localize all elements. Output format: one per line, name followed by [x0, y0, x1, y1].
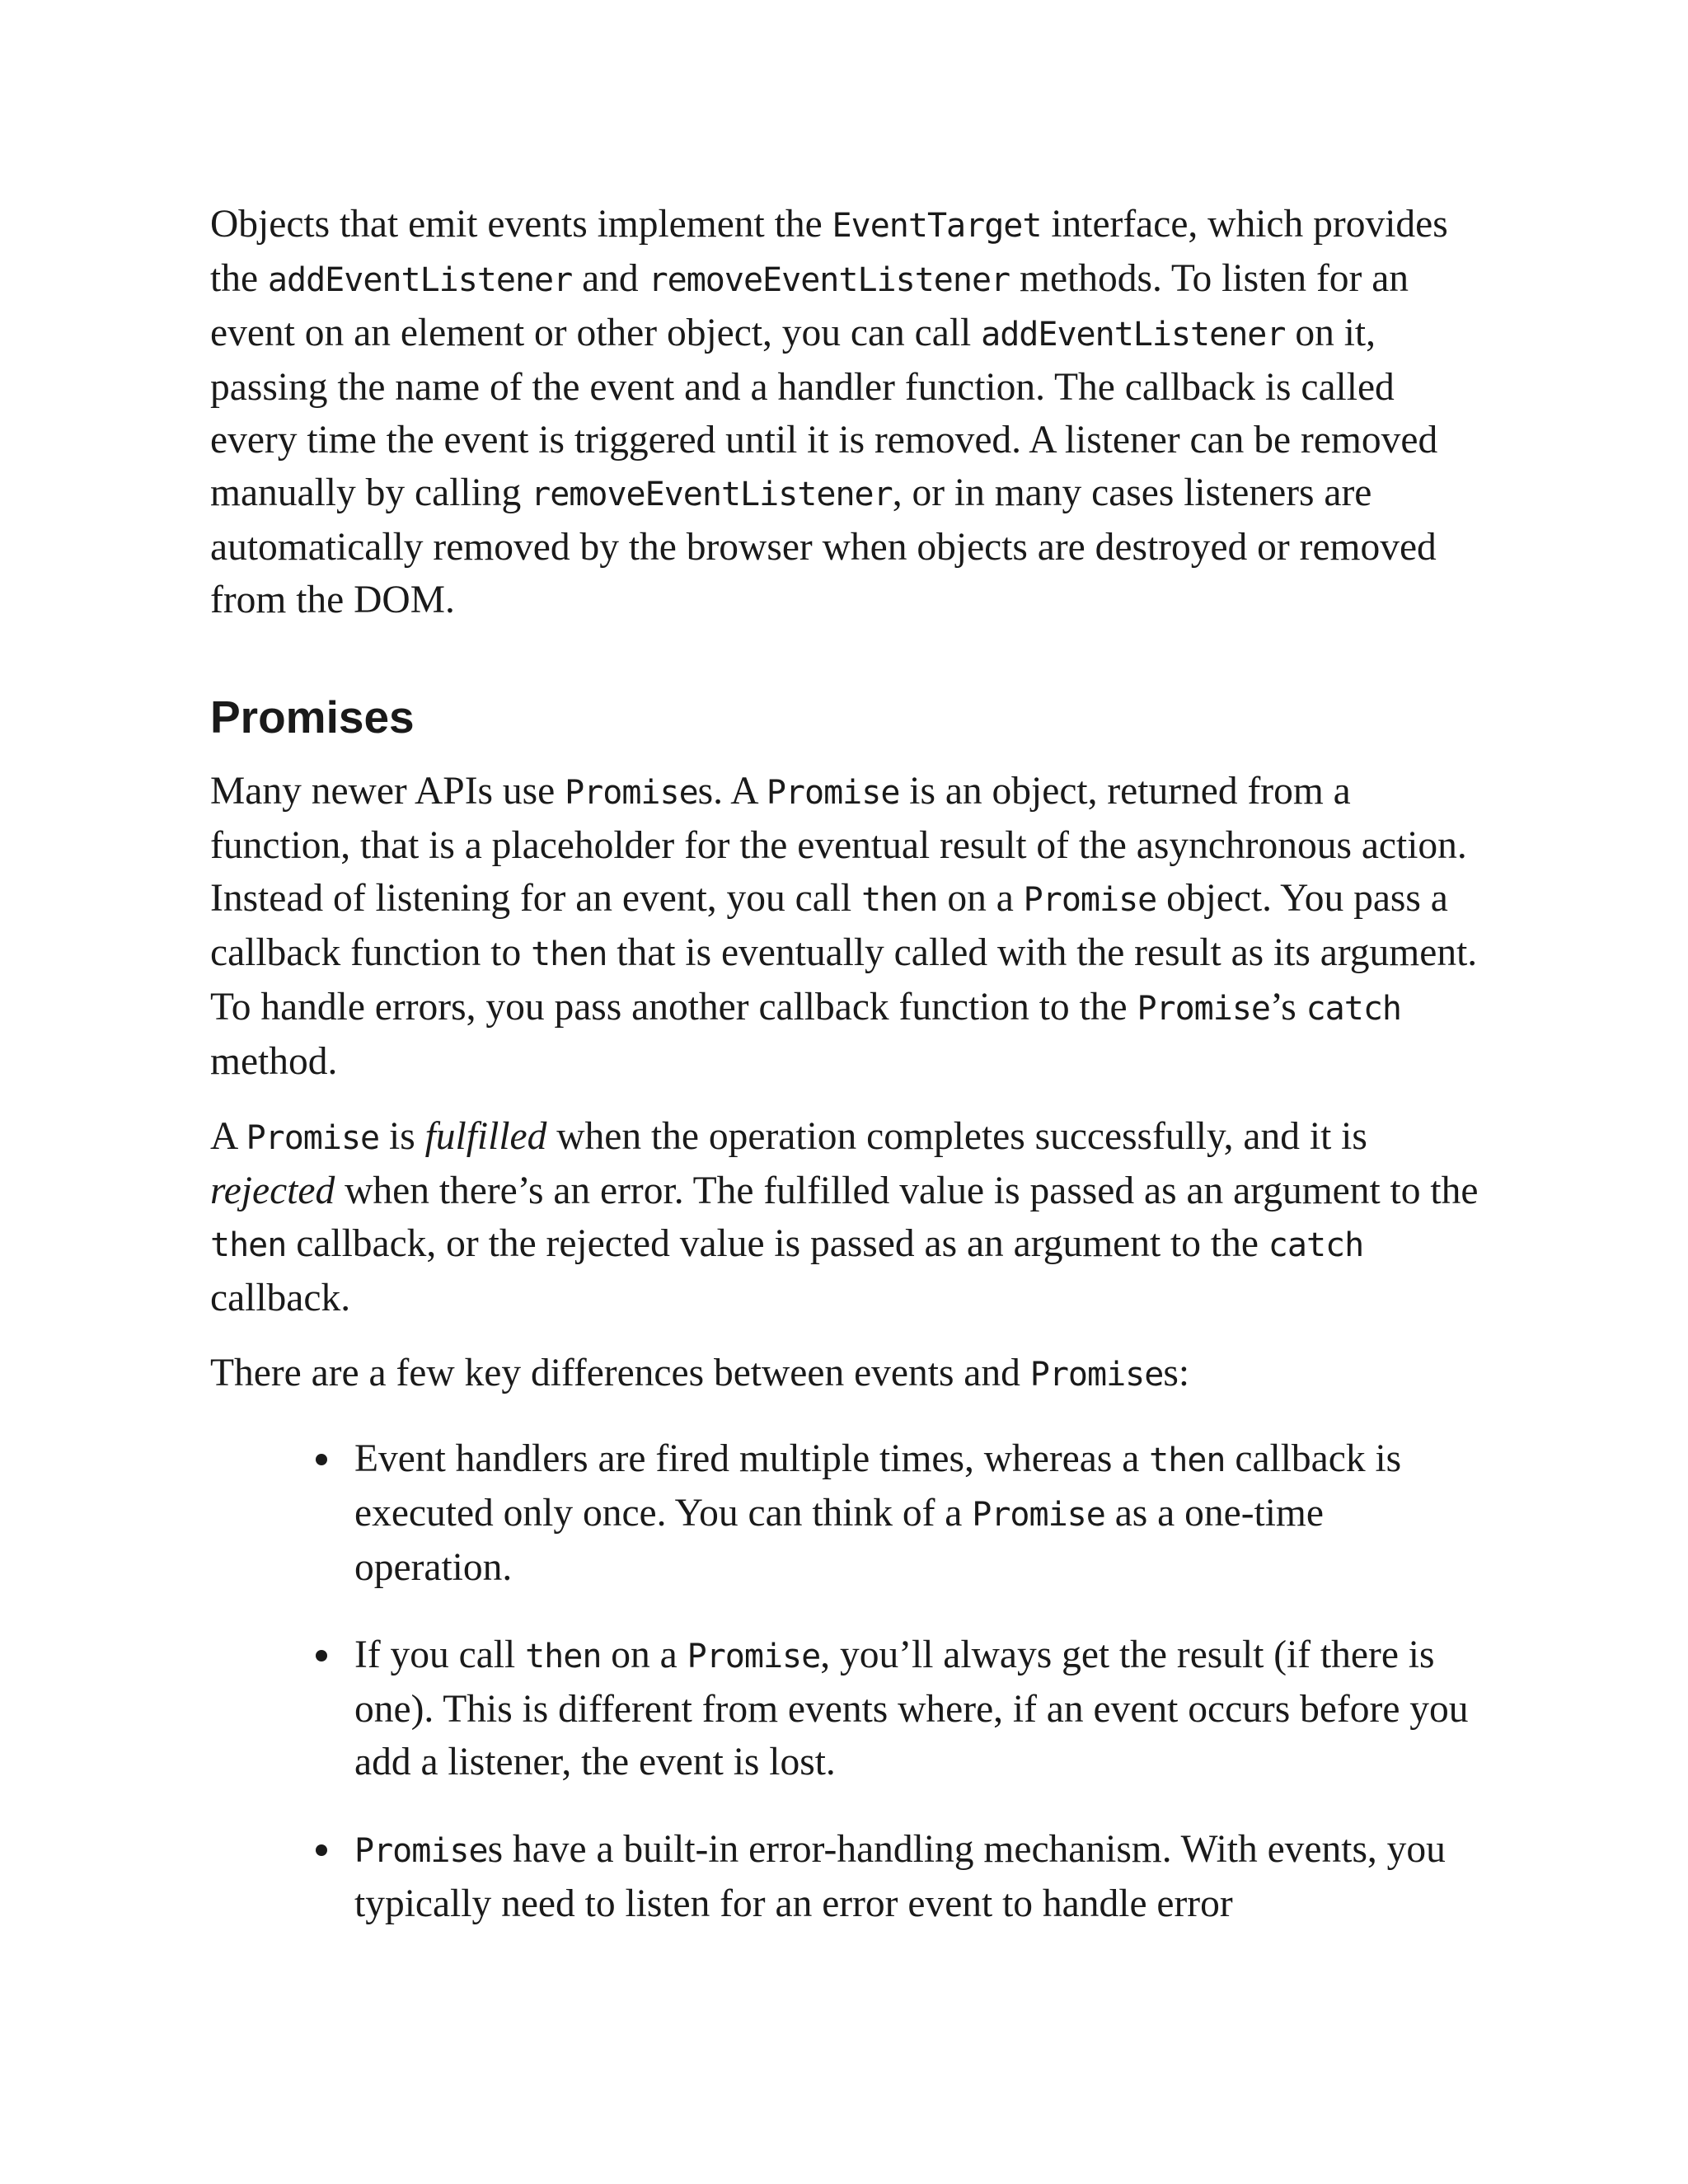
inline-code: removeEventListener [531, 476, 893, 513]
text-run: on a [937, 877, 1024, 920]
bullet-icon [316, 1650, 327, 1661]
text-run: method. [210, 1040, 338, 1083]
text-run: methods. To listen for an event on an element or other object, you can call [210, 257, 1409, 354]
section-heading: Promises [210, 691, 415, 743]
text-run: , you’ll always get the result (if there is one). This is different from events where, if an event occurs before you add a listener, the event is lost. [354, 1633, 1469, 1783]
inline-code: removeEventListener [648, 261, 1010, 299]
text-run: s have a built-in error-handling mechanism. With events, you typically need to listen for an error event to handle error [354, 1828, 1446, 1925]
text-run: callback is executed only once. You can think of a [354, 1437, 1402, 1535]
emphasis-term: rejected [210, 1169, 335, 1212]
differences-list [210, 1432, 1484, 1930]
inline-code: Promise [565, 774, 698, 812]
inline-code: addEventListener [981, 316, 1286, 354]
differences-intro-paragraph [210, 1347, 1484, 1401]
inline-code: Promise [972, 1496, 1105, 1534]
text-run: callback, or the rejected value is passed as an argument to the [286, 1222, 1268, 1265]
bullet-icon [316, 1454, 327, 1465]
text-run: interface, which provides the [210, 203, 1448, 300]
text-run: s: [1163, 1352, 1190, 1394]
emphasis-term: fulfilled [424, 1115, 547, 1158]
inline-code: catch [1306, 990, 1401, 1028]
text-run: that is eventually called with the result as its argument. To handle errors, you pass another callback function to the [210, 931, 1478, 1029]
intro-paragraph [210, 198, 1484, 626]
bullet-icon [316, 1844, 327, 1856]
text-run: ’s [1270, 986, 1306, 1029]
inline-code: Promise [1029, 1356, 1164, 1394]
text-run: on it, passing the name of the event and a handler function. The callback is called every time the event is triggered until it is removed. A listener can be removed manually by calling [210, 312, 1438, 514]
text-run: s. A [697, 770, 767, 813]
inline-code: then [210, 1226, 287, 1264]
list-item [210, 1629, 1484, 1788]
text-run: If you call [354, 1633, 526, 1676]
inline-code: then [525, 1638, 602, 1675]
text-run: as a one-time operation. [354, 1492, 1324, 1589]
text-run: There are a few key differences between events and [210, 1352, 1030, 1394]
inline-code: Promise [1137, 990, 1271, 1028]
text-run: Objects that emit events implement the [210, 203, 832, 246]
text-run: , or in many cases listeners are automatically removed by the browser when objects are destroyed or removed from the DOM. [210, 471, 1437, 621]
text-run: and [572, 257, 649, 300]
text-run: is an object, returned from a function, that is a placeholder for the eventual result of the asynchronous action. Instead of listening for an event, you call [210, 770, 1467, 920]
inline-code: Promise [354, 1832, 488, 1870]
inline-code: then [531, 935, 607, 973]
inline-code: Promise [766, 774, 900, 812]
text-run: when the operation completes successfully, and it is [546, 1115, 1367, 1158]
text-run: when there’s an error. The fulfilled value is passed as an argument to the [335, 1169, 1479, 1212]
inline-code: addEventListener [267, 261, 573, 299]
inline-code: Promise [687, 1638, 821, 1675]
text-run: callback. [210, 1277, 351, 1319]
text-run: Many newer APIs use [210, 770, 565, 813]
fulfilled-rejected-paragraph [210, 1110, 1484, 1324]
inline-code: EventTarget [832, 207, 1042, 245]
text-run: Event handlers are fired multiple times, whereas a [354, 1437, 1150, 1480]
promises-paragraph [210, 765, 1484, 1088]
inline-code: catch [1268, 1226, 1364, 1264]
list-item [210, 1432, 1484, 1594]
text-run: object. You pass a callback function to [210, 877, 1448, 974]
list-item [210, 1823, 1484, 1930]
text-run: on a [601, 1633, 687, 1676]
inline-code: Promise [1023, 881, 1157, 919]
inline-code: Promise [246, 1119, 380, 1157]
document-page [210, 198, 1484, 1965]
text-run: is [379, 1115, 425, 1158]
text-run: A [210, 1115, 246, 1158]
inline-code: then [1149, 1441, 1226, 1479]
inline-code: then [861, 881, 938, 919]
